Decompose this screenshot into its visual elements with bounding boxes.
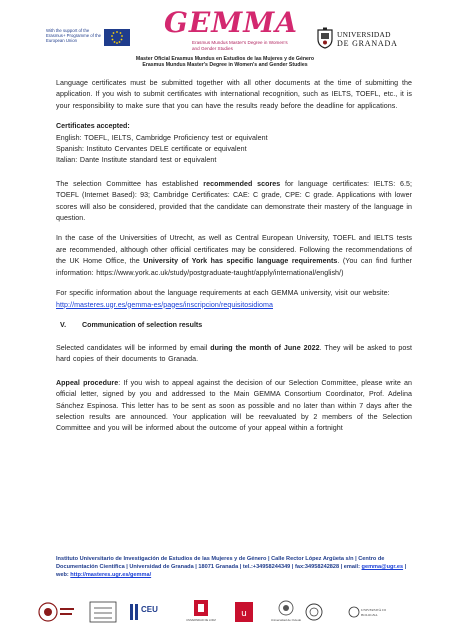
text-run: : If you wish to appeal against the decision of our Selection Committee, please write an official letter, signed by you and addressed to the Main GEMMA Consortium Coordinator, Prof. Adelina Sánchez Espinosa. This letter has to be sent as soon as possible and no later than within 7 days after the selection results are announced. Your application will be reevaluated by 2 members of the Selection Committee and you will be informed about the outcome of your appeal within a fortnight — [56, 378, 413, 433]
section-heading-v — [56, 320, 412, 331]
footer-web-label: | web: — [56, 564, 407, 578]
gemma-logo-tagline: Erasmus Mundus Master's Degree in Women's and Gender Studies — [192, 40, 288, 51]
logo-oviedo-icon — [266, 598, 306, 626]
ugr-name-line2: DE GRANADA — [337, 39, 398, 48]
svg-text:u: u — [241, 609, 247, 619]
logo-2-icon — [88, 598, 118, 626]
footer-web-link[interactable]: http://masteres.ugr.es/gemma/ — [70, 572, 152, 578]
gemma-logo-word: GEMMA — [164, 6, 298, 39]
text-run: . They will be asked to post hard copies of their documents to Granada. — [56, 343, 413, 364]
text-bold: recommended scores — [203, 179, 281, 188]
section-number: V. — [60, 320, 67, 329]
certificate-english: English: TOEFL, IELTS, Cambridge Proficiency test or equivalent — [56, 133, 268, 142]
master-title-es: Master Oficial Erasmus Mundus en Estudios de las Mujeres y de Género — [135, 56, 315, 62]
ugr-name-line1: UNIVERSIDAD — [337, 30, 391, 39]
page-header — [0, 0, 450, 70]
logo-lodz-label: UNIVERSIDAD DE LODZ — [186, 619, 216, 622]
page-footer — [56, 555, 412, 579]
partner-logos — [36, 598, 416, 628]
text-run: The selection Committee has established — [56, 179, 204, 188]
eu-support-text: With the support of the Erasmus+ Programme of the European Union — [46, 28, 102, 43]
section-title: Communication of selection results — [82, 320, 203, 329]
logo-ceu-icon — [128, 598, 168, 626]
certificate-spanish: Spanish: Instituto Cervantes DELE certificate or equivalent — [56, 145, 247, 154]
text-run: for language certificates: IELTS: 6.5; TOEFL (Internet Based): 93; Cambridge Certificates: CAE: C grade, CPE: C grade. Applications with lower scores will also be considered, provided that the candidate can demonstrate their mastery of the language in question. — [56, 179, 412, 223]
logo-oviedo-label: Universidad de Oviedo — [270, 618, 302, 622]
paragraph-website — [56, 288, 412, 311]
paragraph-selected-candidates — [56, 343, 412, 366]
logo-7-icon — [304, 598, 324, 626]
paragraph-language-certificates: Language certificates must be submitted together with all other documents at the time of submitting the application. If you wish to submit certificates with international recognition, such as IELTS, TOEFL, etc., it is your responsibility to make sure that you can have the results ready before the deadline for applications. — [56, 79, 412, 110]
logo-5-icon — [232, 598, 256, 626]
paragraph-utrecht-york — [56, 233, 412, 279]
footer-email-link[interactable]: gemma@ugr.es — [361, 564, 404, 570]
footer-address: Instituto Universitario de Investigación de Estudios de las Mujeres y de Género | Calle Rector López Argüeta s/n | Centro de Documentación Científica | Universidad de Granada | 18071 Granada | tel.:+34958244349 | fax:34958242828 | email: — [56, 556, 385, 570]
document-body — [56, 78, 412, 444]
ugr-crest-icon — [316, 27, 334, 49]
logo-bologna-icon — [348, 598, 398, 626]
certificates-heading: Certificates accepted: — [56, 122, 130, 131]
paragraph-appeal-procedure — [56, 378, 412, 435]
logo-1-icon — [36, 598, 76, 626]
text-run: For specific information about the language requirements at each GEMMA university, visit our website: — [56, 289, 390, 298]
paragraph-recommended-scores — [56, 179, 412, 225]
eu-flag-icon — [104, 29, 130, 46]
text-bold: University of York has specific language requirements — [143, 257, 338, 266]
text-bold: Appeal procedure — [56, 378, 119, 387]
certificate-italian: Italian: Dante Institute standard test or equivalent — [56, 156, 217, 165]
text-run: . (You can find further information: https://www.york.ac.uk/study/postgraduate-taught/apply/international/english/) — [56, 257, 412, 277]
logo-ceu-label: CEU — [141, 605, 158, 614]
gemma-logo — [158, 6, 298, 56]
text-run: In the case of the Universities of Utrecht, as well as Central European University, TOEFL and IELTS tests are recommended, although other official certificates may be considered. Following the recommendations of the UK Home Office, the — [56, 234, 412, 266]
logo-lodz-icon — [186, 598, 216, 626]
text-bold: during the month of June 2022 — [210, 343, 320, 352]
ugr-name — [337, 30, 398, 48]
text-run: Selected candidates will be informed by email — [56, 343, 211, 352]
master-title-en: Erasmus Mundus Master's Degree in Women's and Gender Studies — [142, 62, 308, 68]
language-requirements-link[interactable]: http://masteres.ugr.es/gemma-es/pages/inscripcion/requisitosidioma — [56, 300, 273, 309]
logo-bologna-label: UNIVERSITÀ DI BOLOGNA — [361, 608, 386, 617]
